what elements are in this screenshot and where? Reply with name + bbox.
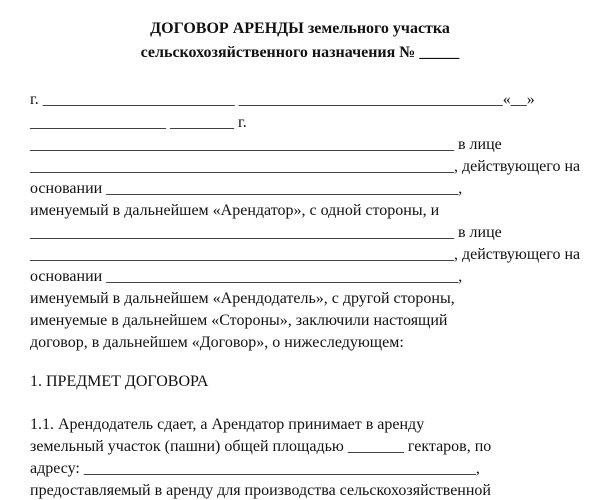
section-line: предоставляемый в аренду для производства сельскохозяйственной (30, 482, 491, 499)
document-title-line-2: сельскохозяйственного назначения № _____ (140, 44, 460, 61)
document-title-rest: земельного участка (303, 20, 450, 37)
parties-line: именуемые в дальнейшем «Стороны», заключили настоящий (30, 312, 448, 329)
parties-line: основании ____________________________________________, (30, 180, 463, 197)
document-title-line-1 (0, 20, 600, 38)
section-line: 1.1. Арендодатель сдает, а Арендатор принимает в аренду (30, 416, 425, 433)
section-line: земельный участок (пашни) общей площадью _______ гектаров, по (30, 438, 492, 455)
parties-line: основании ____________________________________________, (30, 268, 463, 285)
section-heading: 1. ПРЕДМЕТ ДОГОВОРА (30, 373, 209, 390)
section-line: адресу: _________________________________________________, (30, 460, 480, 477)
parties-line: _____________________________________________________ в лице (30, 136, 502, 153)
parties-line: г. ________________________ _________________________________«__» (30, 91, 535, 108)
parties-line: именуемый в дальнейшем «Арендатор», с одной стороны, и (30, 202, 440, 219)
parties-line: договор, в дальнейшем «Договор», о нижеследующем: (30, 334, 404, 351)
parties-line: именуемый в дальнейшем «Арендодатель», с другой стороны, (30, 290, 455, 307)
parties-line: _____________________________________________________, действующего на (30, 158, 581, 175)
parties-line: _________________ ________ г. (30, 114, 247, 131)
parties-line: _____________________________________________________ в лице (30, 224, 502, 241)
parties-line: _____________________________________________________, действующего на (30, 246, 581, 263)
document-title-bold: ДОГОВОР АРЕНДЫ (150, 20, 304, 37)
